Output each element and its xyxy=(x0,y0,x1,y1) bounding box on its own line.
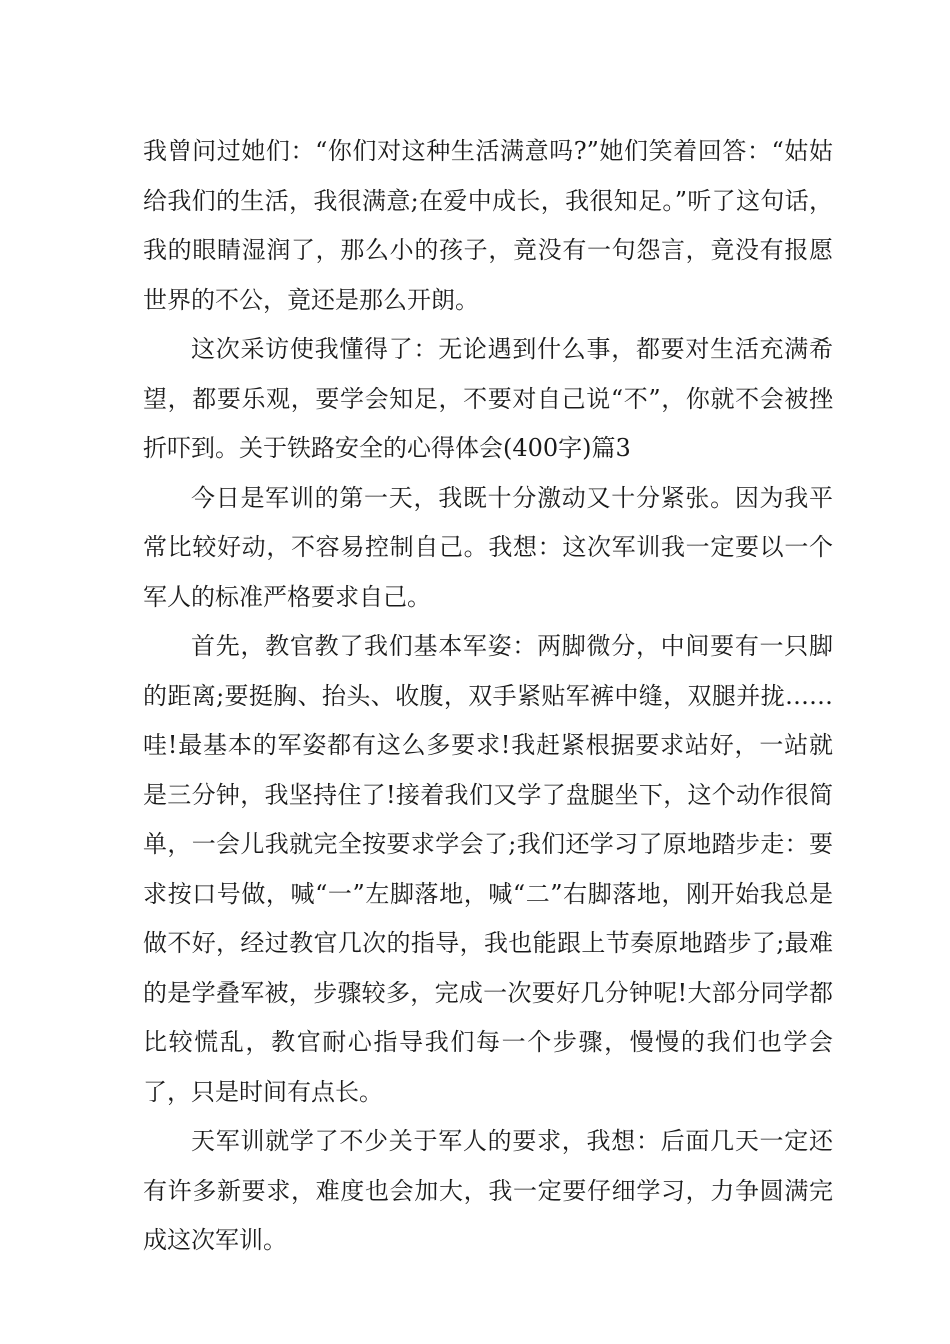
paragraph-1: 我曾问过她们：“你们对这种生活满意吗?”她们笑着回答：“姑姑给我们的生活，我很满意;在爱中成长，我很知足。”听了这句话，我的眼睛湿润了，那么小的孩子，竟没有一句怨言，竟没有报愿世界的不公，竟还是那么开朗。 xyxy=(143,137,833,314)
paragraph-3: 今日是军训的第一天，我既十分激动又十分紧张。因为我平常比较好动，不容易控制自己。我想：这次军训我一定要以一个军人的标准严格要求自己。 xyxy=(143,483,833,611)
paragraph-2: 这次采访使我懂得了：无论遇到什么事，都要对生活充满希望，都要乐观，要学会知足，不要对自己说“不”，你就不会被挫折吓到。关于铁路安全的心得体会(400字)篇3 xyxy=(143,335,833,462)
paragraph-4: 首先，教官教了我们基本军姿：两脚微分，中间要有一只脚的距离;要挺胸、抬头、收腹，双手紧贴军裤中缝，双腿并拢……哇!最基本的军姿都有这么多要求!我赶紧根据要求站好，一站就是三分钟，我坚持住了!接着我们又学了盘腿坐下，这个动作很简单，一会儿我就完全按要求学会了;我们还学习了原地踏步走：要求按口号做，喊“一”左脚落地，喊“二”右脚落地，刚开始我总是做不好，经过教官几次的指导，我也能跟上节奏原地踏步了;最难的是学叠军被，步骤较多，完成一次要好几分钟呢!大部分同学都比较慌乱，教官耐心指导我们每一个步骤，慢慢的我们也学会了，只是时间有点长。 xyxy=(143,632,833,1106)
document-body xyxy=(143,127,833,1266)
paragraph-5: 天军训就学了不少关于军人的要求，我想：后面几天一定还有许多新要求，难度也会加大，我一定要仔细学习，力争圆满完成这次军训。 xyxy=(143,1127,833,1254)
